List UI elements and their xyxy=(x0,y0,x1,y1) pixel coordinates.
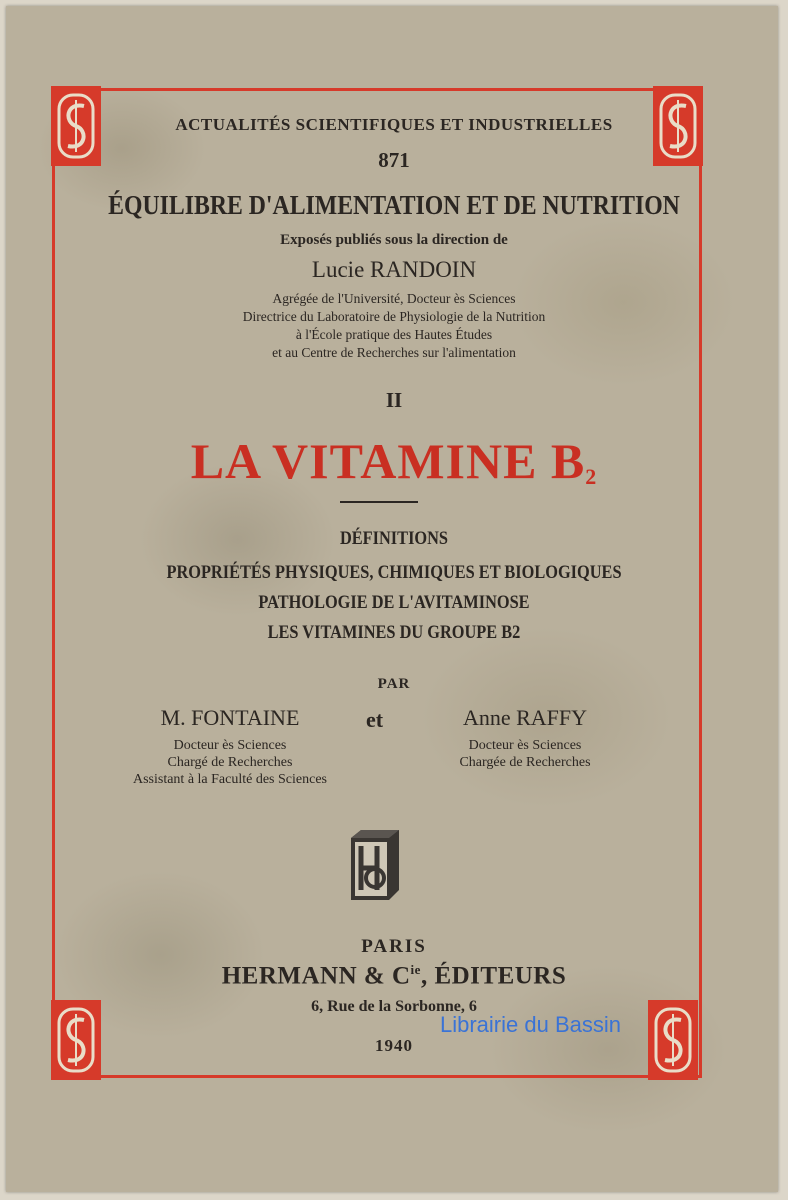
author-credential: Assistant à la Faculté des Sciences xyxy=(132,772,327,787)
watermark: Librairie du Bassin xyxy=(440,1012,621,1037)
author-block xyxy=(430,705,620,771)
author-name: Anne RAFFY xyxy=(462,705,588,730)
book-title-text: LA VITAMINE B xyxy=(190,433,586,489)
topic-line: DÉFINITIONS xyxy=(339,528,449,549)
author-name: M. FONTAINE xyxy=(160,705,300,730)
publisher-address: 6, Rue de la Sorbonne, 6 xyxy=(311,998,477,1015)
author-conjunction: et xyxy=(366,707,384,732)
topic-line: PROPRIÉTÉS PHYSIQUES, CHIMIQUES ET BIOLOGIQUES xyxy=(166,562,622,583)
director-credential: à l'École pratique des Hautes Études xyxy=(295,327,493,342)
topic-line: PATHOLOGIE DE L'AVITAMINOSE xyxy=(258,592,530,613)
director-credential: Agrégée de l'Université, Docteur ès Sciences xyxy=(272,291,516,306)
volume-number: II xyxy=(385,388,403,412)
director-credential: Directrice du Laboratoire de Physiologie de la Nutrition xyxy=(242,309,546,324)
title-divider xyxy=(340,501,418,503)
director-name: Lucie RANDOIN xyxy=(311,257,477,282)
author-credential: Chargé de Recherches xyxy=(167,755,293,770)
publisher-name xyxy=(0,962,788,990)
series-title: ACTUALITÉS SCIENTIFIQUES ET INDUSTRIELLES xyxy=(175,115,613,134)
author-block xyxy=(110,705,350,788)
by-label: PAR xyxy=(377,676,411,692)
topic-line: LES VITAMINES DU GROUPE B2 xyxy=(267,622,521,643)
publication-year: 1940 xyxy=(375,1036,413,1055)
author-credential: Docteur ès Sciences xyxy=(468,738,582,753)
publisher-name-tail: , ÉDITEURS xyxy=(420,962,567,990)
publication-city: PARIS xyxy=(361,936,427,957)
collection-title: ÉQUILIBRE D'ALIMENTATION ET DE NUTRITION xyxy=(108,190,680,220)
series-number: 871 xyxy=(378,148,410,172)
publisher-superscript: ie xyxy=(410,962,421,977)
book-title-subscript: 2 xyxy=(585,464,598,489)
direction-note: Exposés publiés sous la direction de xyxy=(280,232,508,248)
director-credential: et au Centre de Recherches sur l'alimentation xyxy=(272,345,516,360)
author-credential: Chargée de Recherches xyxy=(459,755,591,770)
publisher-name-text: HERMANN & C xyxy=(221,962,411,990)
hermann-logo-icon xyxy=(347,828,401,902)
book-title xyxy=(0,432,788,490)
author-credential: Docteur ès Sciences xyxy=(173,738,287,753)
